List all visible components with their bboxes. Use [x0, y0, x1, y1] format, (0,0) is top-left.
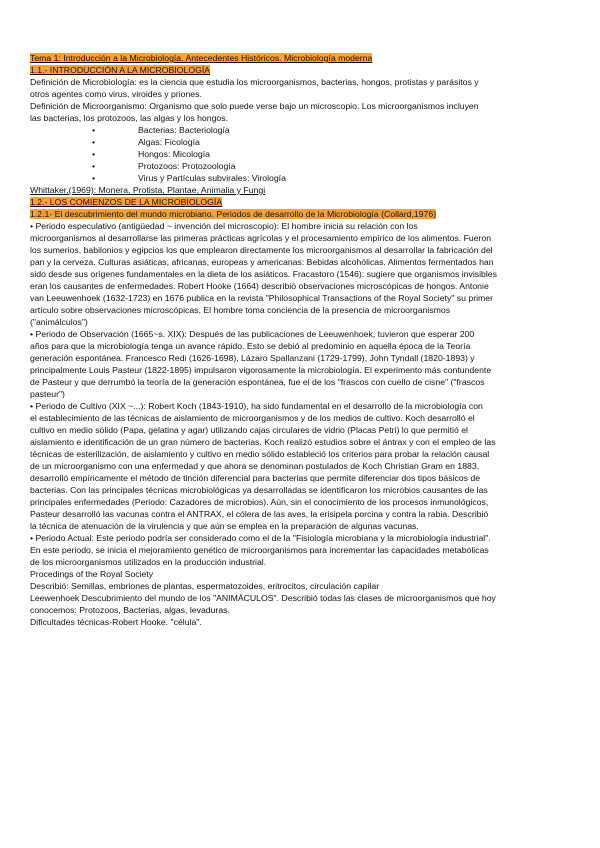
text-line: • Periodo de Cultivo (XIX ~...): Robert Koch (1843-1910), ha sido fundamental en el desarrollo de la microbiología con [30, 401, 483, 411]
periodo-cultivo [30, 400, 572, 532]
leeuwenhoek-note [30, 592, 572, 616]
title-line [30, 52, 572, 64]
text-line: ("animálculos") [30, 317, 88, 327]
text-line: Definición de Microbiología: es la ciencia que estudia los microorganismos, bacterias, hongos, protistas y parásitos y [30, 77, 479, 87]
periodo-observacion [30, 328, 572, 400]
text-line: principalmente Louis Pasteur (1822-1895) impulsaron vigorosamente la microbiología. El experimento más contundente [30, 365, 492, 375]
text-line: Leewenhoek Descubrimiento del mundo de los "ANIMÁCULOS". Describió todas las clases de microorganismos que hoy [30, 593, 496, 603]
text-line: conocemos: Protozoos, Bacterias, algas, levaduras. [30, 605, 230, 615]
list-item: • Protozoos: Protozoología [30, 160, 572, 172]
proceedings-note: Procedings of the Royal Society [30, 569, 154, 579]
text-line: el establecimiento de las técnicas de aislamiento de microorganismos y de los medios de cultivo. Koch desarrolló el [30, 413, 475, 423]
text-line: de un microorganismo con una enfermedad y que ahora se denominan postulados de Koch Christian Gram en 1883, [30, 461, 480, 471]
text-line: principales enfermedades (Periodo: Cazadores de microbios). Aún, sin el conocimiento de los procesos inmunológicos, [30, 497, 489, 507]
definition-microorganism [30, 100, 572, 124]
text-line: bacterias. Con las principales técnicas microbiológicas ya desarrolladas se identificaron los microbios causantes de las [30, 485, 488, 495]
whittaker-classification: Whittaker,(1969): Monera, Protista, Plantae, Animalia y Fungi [30, 185, 266, 195]
text-line: los sumerios, babilonios y egipcios los que emplearon directamente los microorganismos al desarrollar la fabricación del [30, 245, 493, 255]
disciplines-list [30, 124, 572, 184]
text-line: • Periodo de Observación (1665~s. XIX): Después de las publicaciones de Leeuwenhoek, tuvieron que esperar 200 [30, 329, 475, 339]
text-line: generación espontánea. Francesco Redi (1626-1698), Lázaro Spallanzani (1729-1799), John Tyndall (1820-1893) y [30, 353, 475, 363]
dificultades-note: Dificultades técnicas-Robert Hooke. "célula". [30, 617, 202, 627]
text-line: • Periodo Actual: Este periodo podría ser considerado como el de la "Fisiología microbiana y la microbiología industrial". [30, 533, 491, 543]
text-line: microorganismos al desarrollarse las primeras prácticas agrícolas y el procesamiento empírico de los alimentos. Fueron [30, 233, 492, 243]
list-item: • Hongos: Micología [30, 148, 572, 160]
text-line: pasteur") [30, 389, 65, 399]
section-heading-1-1: 1.1.- INTRODUCCIÓN A LA MICROBIOLOGÍA [30, 65, 211, 75]
text-line: otros agentes como virus, viroides y priones. [30, 89, 202, 99]
text-line: la técnica de atenuación de la virulencia y que aún se emplea en la preparación de algunas vacunas. [30, 521, 419, 531]
periodo-especulativo [30, 220, 572, 328]
section-1-2-1-line [30, 208, 572, 220]
text-line: sido desde sus orígenes fundamentales en la dieta de los asiáticos. Fracastoro (1546): sugiere que organismos invisibles [30, 269, 497, 279]
text-line: años para que la microbiología tenga un avance rápido. Esto se debió al predominio en aquella época de la Teoría [30, 341, 471, 351]
text-line: de los microorganismos utilizados en la producción industrial. [30, 557, 267, 567]
list-item: • Virus y Partículas subvirales: Virología [30, 172, 572, 184]
section-heading-1-2-1: 1.2.1- El descubrimiento del mundo microbiano. Periodos de desarrollo de la Microbiología (Collard,1976) [30, 209, 437, 219]
text-line: técnicas de esterilización, de aislamiento y cultivo en medio sólido estableció los criterios para probar la relación causal [30, 449, 490, 459]
text-line: de Pasteur y que derrumbó la teoría de la generación espontánea, fue el de los "frascos con cuello de cisne" ("frascos [30, 377, 485, 387]
text-line: • Periodo especulativo (antigüedad ~ invención del microscopio): El hombre inicia su relación con los [30, 221, 418, 231]
text-line: artículo sobre observaciones microscópicas. El hombre toma conciencia de la presencia de microorganismos [30, 305, 451, 315]
describio-note: Describió: Semillas, embriones de plantas, espermatozoides, eritrocitos, circulación capilar [30, 581, 380, 591]
periodo-actual [30, 532, 572, 568]
text-line: van Leeuwenhoek (1632-1723) en 1676 publica en la revista "Philosophical Transactions of the Royal Society" su primer [30, 293, 494, 303]
list-item: • Bacterias: Bacteriología [30, 124, 572, 136]
text-line: En este periodo, se inicia el mejoramiento genético de microorganismos para incrementar las capacidades metabólicas [30, 545, 489, 555]
text-line: Definición de Microorganismo: Organismo que solo puede verse bajo un microscopio. Los microorganismos incluyen [30, 101, 479, 111]
text-line: aislamiento e identificación de un gran número de bacterias. Koch realizó estudios sobre el ántrax y con el empleo de las [30, 437, 496, 447]
text-line: pan y la cerveza. Culturas asiáticas, africanas, europeas y americanas: Bebidas alcohólicas. Alimentos fermentados han [30, 257, 494, 267]
text-line: desarrolló empíricamente el método de tinción diferencial para bacterias que permite diferenciar dos tipos básicos de [30, 473, 481, 483]
definition-microbiology [30, 76, 572, 100]
section-heading-1-2: 1.2.- LOS COMIENZOS DE LA MICROBIOLOGÍA [30, 197, 223, 207]
list-item: • Algas: Ficología [30, 136, 572, 148]
document-title: Tema 1: Introducción a la Microbiología. Antecedentes Históricos. Microbiología moderna [30, 53, 373, 63]
section-1-2-line [30, 196, 572, 208]
document-page [30, 52, 572, 628]
text-line: cultivo en medio sólido (Papa, gelatina y agar) utilizando cajas circulares de vidrio (Placas Petri) lo que permitió el [30, 425, 468, 435]
text-line: las bacterias, los protozoos, las algas y los hongos. [30, 113, 228, 123]
section-1-1-line [30, 64, 572, 76]
text-line: Pasteur desarrolló las vacunas contra el ANTRAX, el cólera de las aves, la erisipela porcina y contra la rabia. Describió [30, 509, 489, 519]
text-line: eran los causantes de enfermedades. Robert Hooke (1664) describió observaciones microscópicas de hongos. Antonie [30, 281, 489, 291]
